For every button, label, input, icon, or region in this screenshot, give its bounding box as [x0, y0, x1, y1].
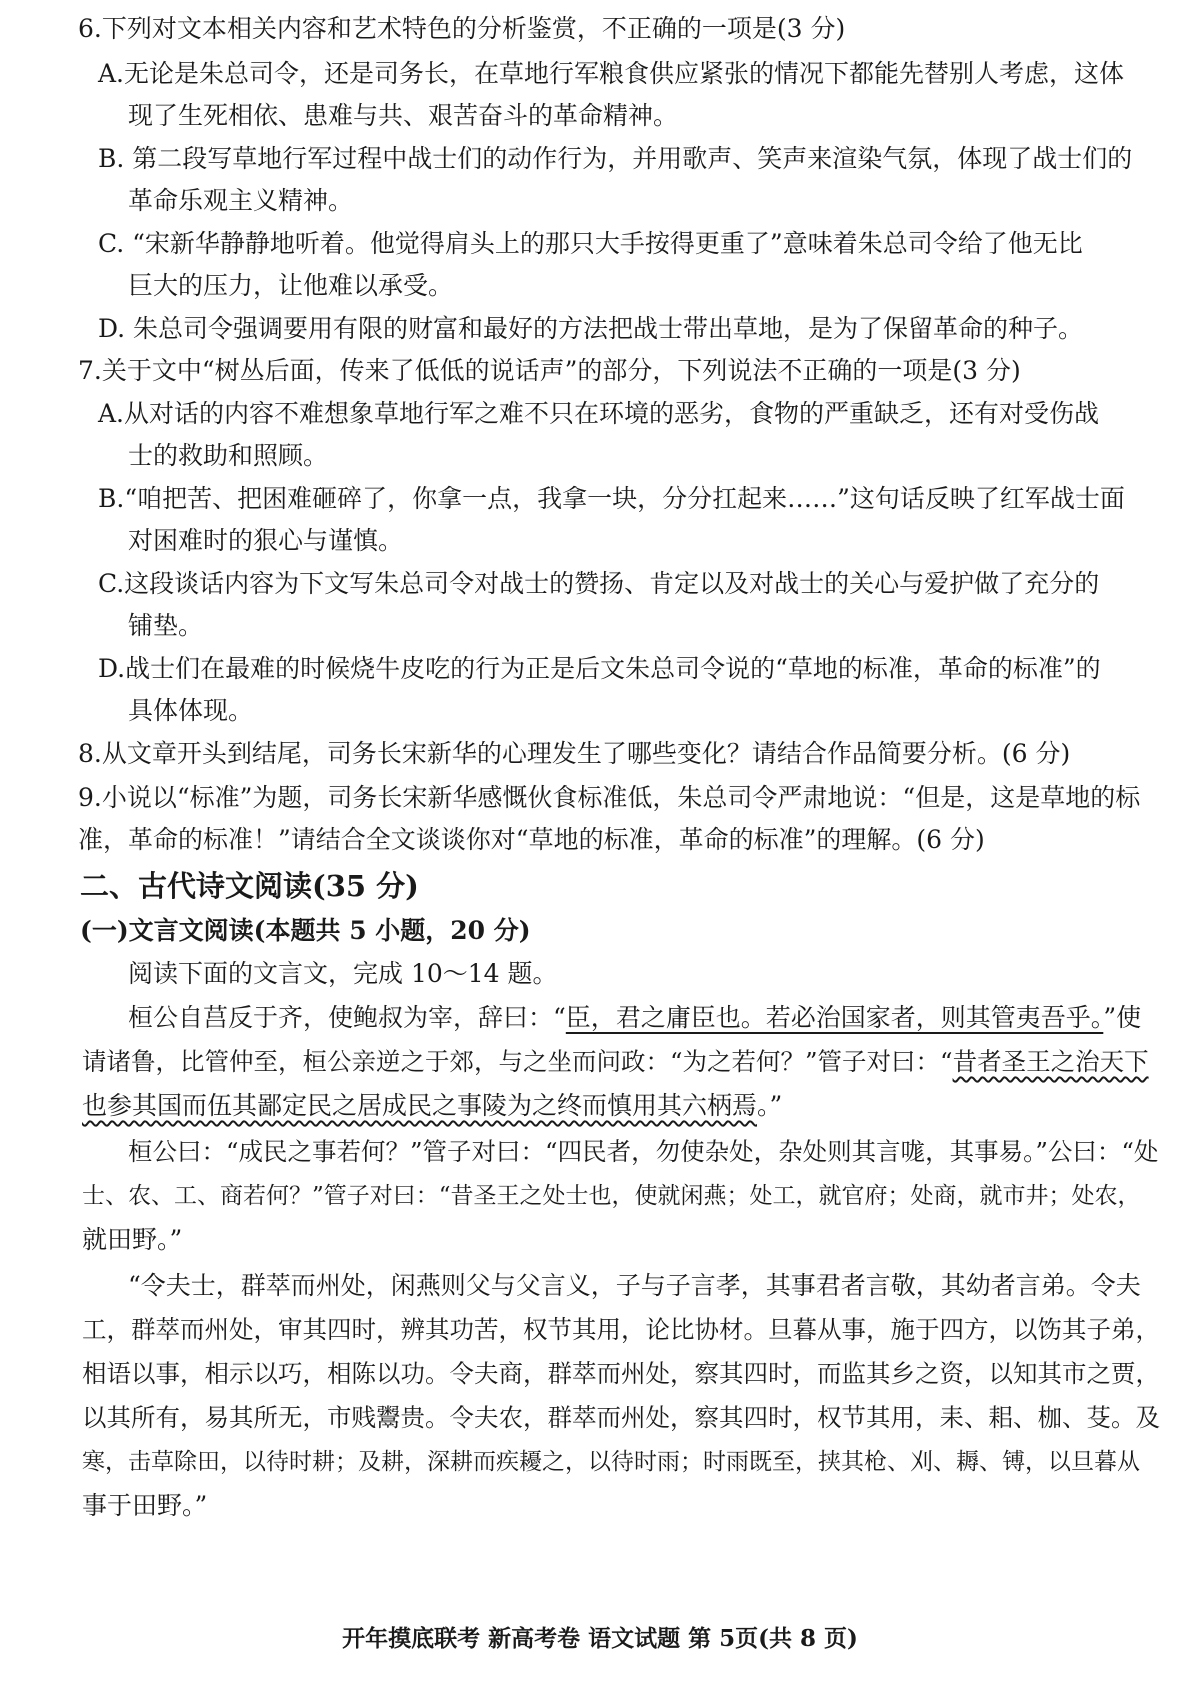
question-6-stem: 6.下列对文本相关内容和艺术特色的分析鉴赏，不正确的一项是(3 分)	[78, 14, 846, 43]
wavy-underlined-text: 昔者圣王之治天下	[952, 1047, 1149, 1076]
question-6-option-c: C. “宋新华静静地听着。他觉得肩头上的那只大手按得更重了”意味着朱总司令给了他无比	[98, 229, 1083, 258]
question-9: 9.小说以“标准”为题，司务长宋新华感慨伙食标准低，朱总司令严肃地说：“但是，这是草地的标	[78, 783, 1141, 812]
question-8: 8.从文章开头到结尾，司务长宋新华的心理发生了哪些变化？请结合作品简要分析。(6 分)	[78, 739, 1071, 768]
passage-line: 也参其国而伍其鄙定民之居成民之事陵为之终而慎用其六柄焉。”	[82, 1091, 783, 1120]
passage-line: 事于田野。”	[82, 1491, 208, 1520]
passage-line: 请诸鲁，比管仲至，桓公亲逆之于郊，与之坐而问政：“为之若何？”管子对曰：“昔者圣王之治天下	[82, 1047, 1149, 1076]
question-6-option-c-cont: 巨大的压力，让他难以承受。	[128, 271, 454, 300]
question-7-option-a: A.从对话的内容不难想象草地行军之难不只在环境的恶劣，食物的严重缺乏，还有对受伤战	[98, 399, 1100, 428]
question-7-option-a-cont: 士的救助和照顾。	[128, 441, 329, 470]
question-7-option-d-cont: 具体体现。	[128, 696, 254, 725]
passage-line: 相语以事，相示以巧，相陈以功。令夫商，群萃而州处，察其四时，而监其乡之资，以知其市之贾，	[82, 1359, 1160, 1388]
question-6-option-b-cont: 革命乐观主义精神。	[128, 186, 354, 215]
passage-line: 桓公曰：“成民之事若何？”管子对曰：“四民者，勿使杂处，杂处则其言哤，其事易。”公曰：“处	[128, 1137, 1159, 1166]
question-6-option-d: D. 朱总司令强调要用有限的财富和最好的方法把战士带出草地，是为了保留革命的种子。	[98, 314, 1084, 343]
passage-line: 工，群萃而州处，审其四时，辨其功苦，权节其用，论比协材。旦暮从事，施于四方，以饬其子弟，	[82, 1315, 1160, 1344]
section-heading: 二、古代诗文阅读(35 分)	[80, 869, 419, 903]
question-6-option-b: B. 第二段写草地行军过程中战士们的动作行为，并用歌声、笑声来渲染气氛，体现了战士们的	[98, 144, 1133, 173]
passage-line: “令夫士，群萃而州处，闲燕则父与父言义，子与子言孝，其事君者言敬，其幼者言弟。令夫	[128, 1271, 1141, 1300]
question-6-option-a: A.无论是朱总司令，还是司务长，在草地行军粮食供应紧张的情况下都能先替别人考虑，这体	[98, 59, 1125, 88]
question-7-option-d: D.战士们在最难的时候烧牛皮吃的行为正是后文朱总司令说的“草地的标准，革命的标准”的	[98, 654, 1101, 683]
passage-line: 寒，击草除田，以待时耕；及耕，深耕而疾耰之，以待时雨；时雨既至，挟其枪、刈、耨、镈，以旦暮从	[82, 1449, 1140, 1475]
page-footer: 开年摸底联考 新高考卷 语文试题 第 5页(共 8 页)	[342, 1625, 858, 1652]
question-7-option-b: B.“咱把苦、把困难砸碎了，你拿一点，我拿一块，分分扛起来……”这句话反映了红军战士面	[98, 484, 1125, 513]
wavy-underlined-text: 也参其国而伍其鄙定民之居成民之事陵为之终而慎用其六柄焉	[82, 1091, 758, 1120]
question-6-option-a-cont: 现了生死相依、患难与共、艰苦奋斗的革命精神。	[128, 101, 679, 130]
question-9-cont: 准，革命的标准！”请结合全文谈谈你对“草地的标准，革命的标准”的理解。(6 分)	[78, 825, 985, 854]
question-7-option-c-cont: 铺垫。	[128, 611, 204, 640]
underlined-sentence: 臣，君之庸臣也。若必治国家者，则其管夷吾乎。	[565, 1003, 1104, 1032]
passage-line: 以其所有，易其所无，市贱鬻贵。令夫农，群萃而州处，察其四时，权节其用，耒、耜、枷、芟。及	[82, 1403, 1160, 1432]
question-7-option-c: C.这段谈话内容为下文写朱总司令对战士的赞扬、肯定以及对战士的关心与爱护做了充分的	[98, 569, 1100, 598]
question-7-option-b-cont: 对困难时的狠心与谨慎。	[128, 526, 404, 555]
subsection-heading: (一)文言文阅读(本题共 5 小题，20 分)	[80, 916, 531, 945]
passage-line: 士、农、工、商若何？”管子对曰：“昔圣王之处士也，使就闲燕；处工，就官府；处商，就市井；处农，	[82, 1183, 1141, 1209]
question-7-stem: 7.关于文中“树丛后面，传来了低低的说话声”的部分，下列说法不正确的一项是(3 分)	[78, 356, 1021, 385]
passage-line: 就田野。”	[82, 1225, 183, 1254]
passage-line: 桓公自莒反于齐，使鲍叔为宰，辞曰：“臣，君之庸臣也。若必治国家者，则其管夷吾乎。”使	[128, 1003, 1142, 1032]
reading-instruction: 阅读下面的文言文，完成 10～14 题。	[128, 959, 558, 988]
